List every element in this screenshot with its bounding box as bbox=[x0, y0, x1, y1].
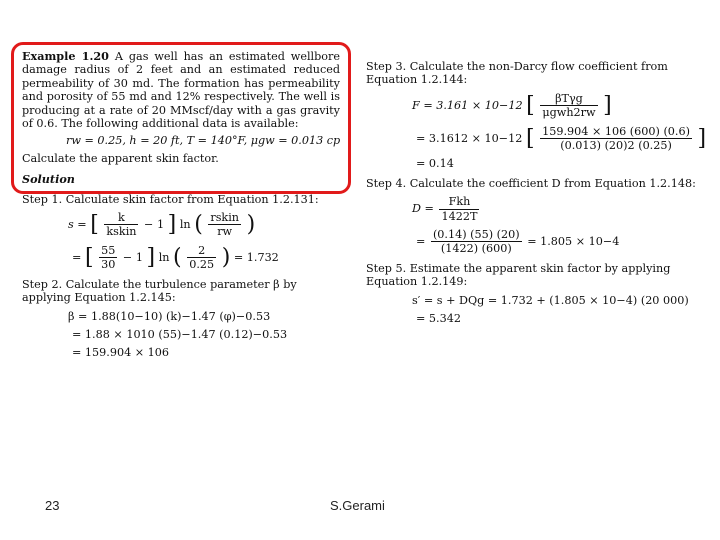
example-paragraph bbox=[22, 50, 340, 130]
step5-text: Step 5. Estimate the apparent skin factor by applying Equation 1.2.149: bbox=[366, 261, 671, 289]
step4-text: Step 4. Calculate the coefficient D from Equation 1.2.148: bbox=[366, 176, 696, 190]
step3-equation-1: F = 3.161 × 10−12 [ $\frac{\text{βTγg}}{\text{μgwh2rw}}$ ] bbox=[412, 91, 612, 120]
step3-text: Step 3. Calculate the non-Darcy flow coefficient from Equation 1.2.144: bbox=[366, 60, 668, 87]
page-number: 23 bbox=[45, 498, 60, 513]
step5-equation-2: = 5.342 bbox=[416, 312, 461, 326]
author-name: S.Gerami bbox=[330, 498, 385, 513]
step3-equation-3: = 0.14 bbox=[416, 157, 454, 171]
example-question: Calculate the apparent skin factor. bbox=[22, 151, 219, 165]
step3-equation-2: = 3.1612 × 10−12 [ $\frac{159.904 \times 106 (600) (0.6)}{(0.013) (20)2 (0.25)}$ ] bbox=[416, 124, 707, 153]
step2-equation-1: β = 1.88(10−10) (k)−1.47 (φ)−0.53 bbox=[68, 309, 271, 323]
left-column bbox=[22, 50, 340, 365]
step4-equation-1: D = $\frac{\text{Fkh}}{1422T}$ bbox=[412, 195, 478, 223]
step2-equation-2: = 1.88 × 1010 (55)−1.47 (0.12)−0.53 bbox=[72, 327, 288, 341]
example-title: Example 1.20 bbox=[22, 49, 109, 63]
example-data-line: rw = 0.25, h = 20 ft, T = 140°F, μgw = 0.013 cp bbox=[66, 134, 341, 148]
step1-equation-2: = [ $\frac{55}{30}$ − 1 ] ln ( $\frac{2}{0.25}$ ) = 1.732 bbox=[72, 243, 279, 272]
step4-equation-2: = $\frac{(0.14) (55) (20)}{(1422) (600)}$ = 1.805 × 10−4 bbox=[416, 228, 620, 256]
example-text: A gas well has an estimated wellbore damage radius of 2 feet and an estimated reduced permeability of 30 md. The formation has permeability and porosity of 55 md and 12% respectively. The well is producing at a rate of 20 MMscf/day with a gas gravity of 0.6. The following additional data is available: bbox=[22, 50, 340, 131]
right-column bbox=[366, 60, 707, 331]
step2-equation-3: = 159.904 × 106 bbox=[72, 346, 170, 360]
step1-text: Step 1. Calculate skin factor from Equation 1.2.131: bbox=[22, 192, 319, 206]
step5-equation-1: s′ = s + DQg = 1.732 + (1.805 × 10−4) (20 000) bbox=[412, 293, 689, 307]
solution-heading: Solution bbox=[22, 172, 75, 187]
step1-equation-1: s = [ $\frac{k}{\text{kskin}}$ − 1 ] ln ( $\frac{\text{rskin}}{rw}$ ) bbox=[68, 211, 256, 239]
step2-text: Step 2. Calculate the turbulence parameter β by applying Equation 1.2.145: bbox=[22, 277, 297, 305]
